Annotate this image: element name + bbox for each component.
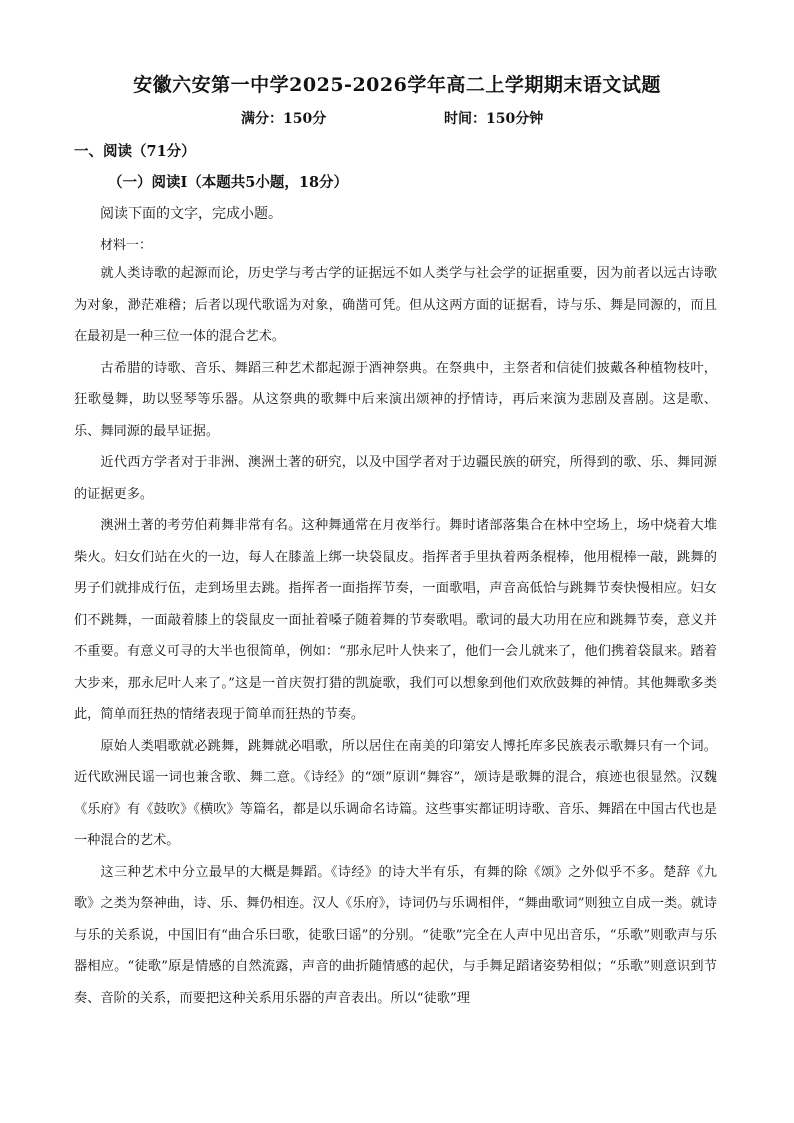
- exam-title: 安徽六安第一中学2025-2026学年高二上学期期末语文试题: [133, 74, 661, 96]
- paragraph: 这三种艺术中分立最早的大概是舞蹈。《诗经》的诗大半有乐，有舞的除《颂》之外似乎不多。楚辞《九歌》之类为祭神曲，诗、乐、舞仍相连。汉人《乐府》，诗词仍与乐调相伴，“舞曲歌词”则独立自成一类。就诗与乐的关系说，中国旧有“曲合乐曰歌，徒歌曰谣”的分别。“徒歌”完全在人声中见出音乐，“乐歌”则歌声与乐器相应。“徒歌”原是情感的自然流露，声音的曲折随情感的起伏，与手舞足蹈诸姿势相似；“乐歌”则意识到节奏、音阶的关系，而要把这种关系用乐器的声音表出。所以“徒歌”理: [74, 864, 717, 1006]
- subsection-heading: （一）阅读Ⅰ（本题共5小题，18分）: [108, 174, 349, 191]
- paragraph: 原始人类唱歌就必跳舞，跳舞就必唱歌，所以居住在南美的印第安人博托库多民族表示歌舞只有一个词。近代欧洲民谣一词也兼含歌、舞二意。《诗经》的“颂”原训“舞容”，颂诗是歌舞的混合，痕迹也很显然。汉魏《乐府》有《鼓吹》《横吹》等篇名，都是以乐调命名诗篇。这些事实都证明诗歌、音乐、舞蹈在中国古代也是一种混合的艺术。: [74, 738, 717, 848]
- paragraph: 古希腊的诗歌、音乐、舞蹈三种艺术都起源于酒神祭典。在祭典中，主祭者和信徒们披戴各种植物枝叶，狂歌曼舞，助以竖琴等乐器。从这祭典的歌舞中后来演出颂神的抒情诗，再后来演为悲剧及喜剧。这是歌、乐、舞同源的最早证据。: [74, 360, 717, 439]
- paragraph: 澳洲土著的考劳伯莉舞非常有名。这种舞通常在月夜举行。舞时诸部落集合在林中空场上，场中烧着大堆柴火。妇女们站在火的一边，每人在膝盖上绑一块袋鼠皮。指挥者手里执着两条棍棒，他用棍棒一敲，跳舞的男子们就排成行伍，走到场里去跳。指挥者一面指挥节奏，一面歌唱，声音高低恰与跳舞节奏快慢相应。妇女们不跳舞，一面敲着膝上的袋鼠皮一面扯着嗓子随着舞的节奏歌唱。歌词的最大功用在应和跳舞节奏，意义并不重要。有意义可寻的大半也很简单，例如：“那永尼叶人快来了，他们一会儿就来了，他们携着袋鼠来。踏着大步来，那永尼叶人来了。”这是一首庆贺打猎的凯旋歌，我们可以想象到他们欢欣鼓舞的神情。其他舞歌多类此，简单而狂热的情绪表现于简单而狂热的节奏。: [74, 518, 717, 722]
- paragraph: 就人类诗歌的起源而论，历史学与考古学的证据远不如人类学与社会学的证据重要，因为前者以远古诗歌为对象，渺茫难稽；后者以现代歌谣为对象，确凿可凭。但从这两方面的证据看，诗与乐、舞是同源的，而且在最初是一种三位一体的混合艺术。: [74, 266, 717, 344]
- reading-instruction: 阅读下面的文字，完成小题。: [100, 206, 282, 222]
- paragraph: 近代西方学者对于非洲、澳洲土著的研究，以及中国学者对于边疆民族的研究，所得到的歌、乐、舞同源的证据更多。: [74, 455, 717, 502]
- reading-passage: [74, 258, 717, 1014]
- time-limit: 时间：150分钟: [444, 111, 544, 127]
- section-heading: 一、阅读（71分）: [74, 143, 196, 160]
- full-score: 满分：150分: [241, 111, 327, 127]
- material-label: 材料一：: [100, 238, 153, 253]
